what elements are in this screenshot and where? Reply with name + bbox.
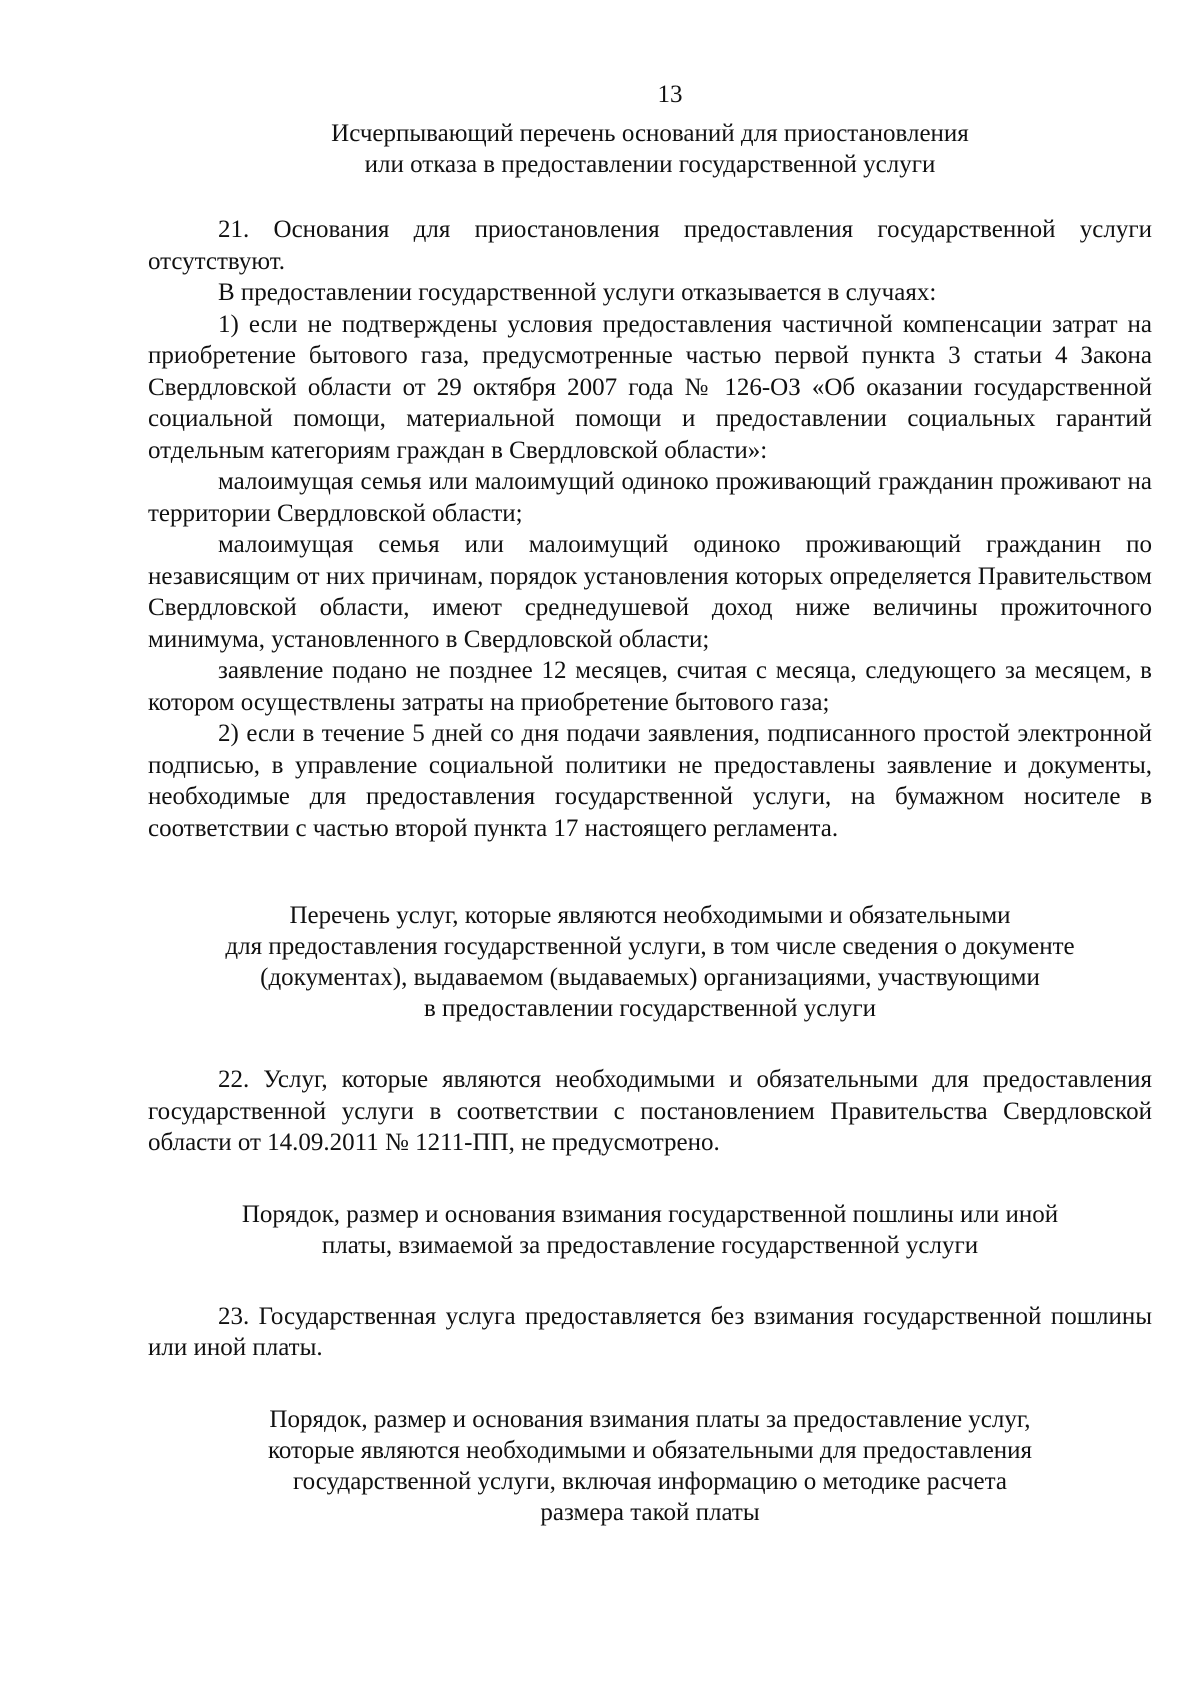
section-heading-suspension-refusal (148, 118, 1152, 180)
heading-line: которые являются необходимыми и обязательными для предоставления (267, 1436, 1033, 1464)
heading-line: или отказа в предоставлении государственной услуги (364, 151, 936, 178)
section-heading-required-services (148, 900, 1152, 1024)
heading-line: Исчерпывающий перечень оснований для приостановления (331, 120, 969, 147)
page-number: 13 (657, 81, 683, 108)
paragraph-23: 23. Государственная услуга предоставляется без взимания государственной пошлины или иной платы. (148, 1302, 1152, 1361)
heading-line: платы, взимаемой за предоставление государственной услуги (321, 1231, 979, 1259)
heading-line: Порядок, размер и основания взимания государственной пошлины или иной (241, 1200, 1059, 1228)
section-heading-fee-procedure (148, 1404, 1152, 1528)
paragraph-22: 22. Услуг, которые являются необходимыми и обязательными для предоставления государственной услуги в соответствии с постановлением Правительства Свердловской области от 14.09.2011 № 1211-ПП, не предусмотрено. (148, 1066, 1152, 1156)
heading-line: в предоставлении государственной услуги (423, 995, 877, 1022)
paragraph-condition-residence: малоимущая семья или малоимущий одиноко проживающий гражданин проживают на территории Свердловской области; (148, 468, 1152, 527)
paragraph-item-2: 2) если в течение 5 дней со дня подачи заявления, подписанного простой электронной подписью, в управление социальной политики не предоставлены заявление и документы, необходимые для предоставления государственной услуги, на бумажном носителе в соответствии с частью второй пункта 17 настоящего регламента. (148, 720, 1152, 842)
heading-line: Порядок, размер и основания взимания платы за предоставление услуг, (269, 1405, 1031, 1433)
paragraph-item-1: 1) если не подтверждены условия предоставления частичной компенсации затрат на приобретение бытового газа, предусмотренные частью первой пункта 3 статьи 4 Закона Свердловской области от 29 октября 2007 года № 126-ОЗ «Об оказании государственной социальной помощи, материальной помощи и предоставлении социальных гарантий отдельным категориям граждан в Свердловской области»: (148, 310, 1152, 464)
heading-line: государственной услуги, включая информацию о методике расчета (293, 1467, 1007, 1495)
section-heading-state-fee (148, 1199, 1152, 1261)
paragraph-condition-income: малоимущая семья или малоимущий одиноко проживающий гражданин по независящим от них причинам, порядок установления которых определяется Правительством Свердловской области, имеют среднедушевой доход ниже величины прожиточного минимума, установленного в Свердловской области; (148, 531, 1152, 653)
heading-line: для предоставления государственной услуги, в том числе сведения о документе (225, 933, 1075, 960)
heading-line: размера такой платы (540, 1498, 760, 1526)
heading-line: Перечень услуг, которые являются необходимыми и обязательными (289, 902, 1011, 929)
paragraph-condition-deadline: заявление подано не позднее 12 месяцев, считая с месяца, следующего за месяцем, в котором осуществлены затраты на приобретение бытового газа; (148, 657, 1152, 716)
paragraph-21: 21. Основания для приостановления предоставления государственной услуги отсутствуют. (148, 216, 1152, 275)
heading-line: (документах), выдаваемом (выдаваемых) организациями, участвующими (260, 964, 1040, 991)
paragraph-refusal-intro: В предоставлении государственной услуги отказывается в случаях: (218, 279, 937, 306)
